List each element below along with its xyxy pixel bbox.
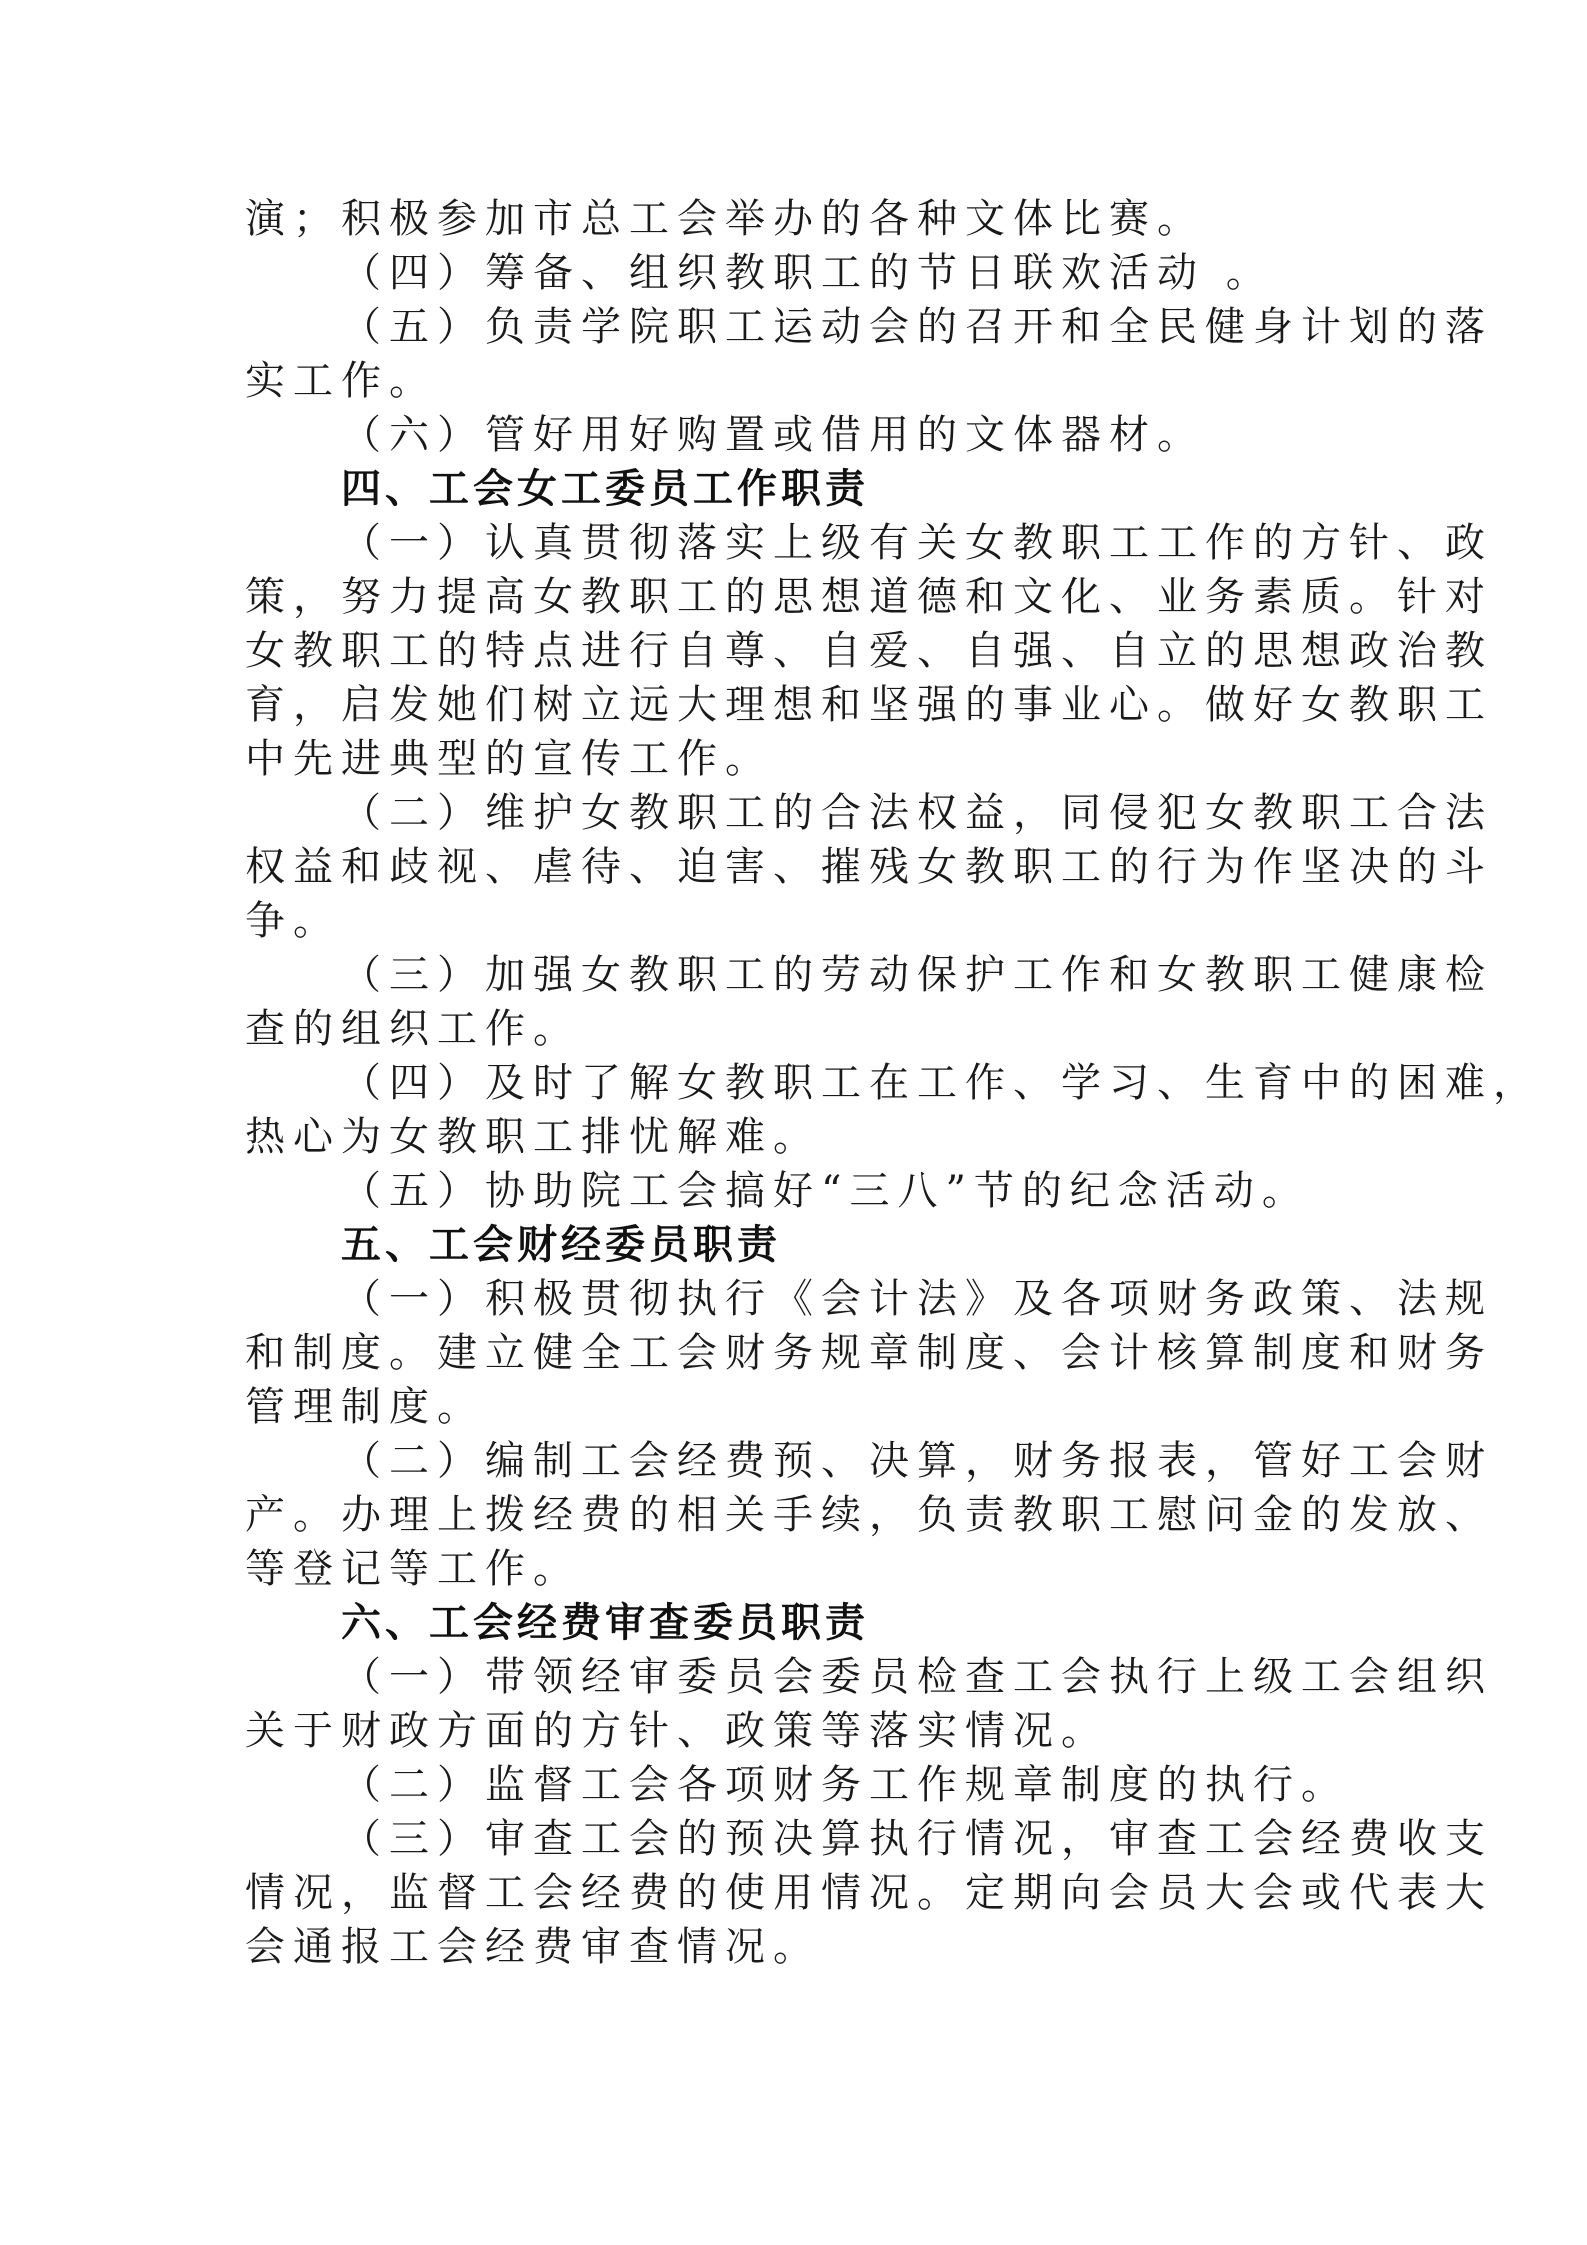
text-line: 争。 — [245, 898, 341, 944]
text-line: （二）监督工会各项财务工作规章制度的执行。 — [341, 1762, 1349, 1808]
text-line: （一）认真贯彻落实上级有关女教职工工作的方针、政 — [341, 520, 1493, 566]
text-line: （二）编制工会经费预、决算，财务报表，管好工会财 — [341, 1438, 1493, 1484]
text-line: （六）管好用好购置或借用的文体器材。 — [341, 412, 1205, 458]
text-line: （五）协助院工会搞好“三八”节的纪念活动。 — [341, 1168, 1310, 1214]
text-line: （一）带领经审委员会委员检查工会执行上级工会组织 — [341, 1654, 1493, 1700]
text-line: 关于财政方面的方针、政策等落实情况。 — [245, 1708, 1109, 1754]
text-line: 会通报工会经费审查情况。 — [245, 1924, 821, 1970]
text-line: 热心为女教职工排忧解难。 — [245, 1114, 821, 1160]
text-line: 产。办理上拨经费的相关手续，负责教职工慰问金的发放、 — [245, 1492, 1493, 1538]
text-line: 等登记等工作。 — [245, 1546, 581, 1592]
section-heading-finance-committee: 五、工会财经委员职责 — [341, 1222, 781, 1268]
text-line: 权益和歧视、虐待、迫害、摧残女教职工的行为作坚决的斗 — [245, 844, 1493, 890]
text-line: 女教职工的特点进行自尊、自爱、自强、自立的思想政治教 — [245, 628, 1493, 674]
section-heading-audit-committee: 六、工会经费审查委员职责 — [341, 1600, 869, 1646]
text-line: （二）维护女教职工的合法权益，同侵犯女教职工合法 — [341, 790, 1493, 836]
text-line: （五）负责学院职工运动会的召开和全民健身计划的落 — [341, 304, 1493, 350]
text-line: 管理制度。 — [245, 1384, 485, 1430]
text-line: 情况，监督工会经费的使用情况。定期向会员大会或代表大 — [245, 1870, 1493, 1916]
text-line: 演；积极参加市总工会举办的各种文体比赛。 — [245, 196, 1205, 242]
text-line: 和制度。建立健全工会财务规章制度、会计核算制度和财务 — [245, 1330, 1493, 1376]
text-line: 实工作。 — [245, 358, 437, 404]
text-line: （四）及时了解女教职工在工作、学习、生育中的困难， — [341, 1060, 1541, 1106]
text-line: （一）积极贯彻执行《会计法》及各项财务政策、法规 — [341, 1276, 1493, 1322]
document-page — [245, 192, 1541, 1974]
text-line: 育，启发她们树立远大理想和坚强的事业心。做好女教职工 — [245, 682, 1493, 728]
text-line: 中先进典型的宣传工作。 — [245, 736, 773, 782]
text-line: （三）加强女教职工的劳动保护工作和女教职工健康检 — [341, 952, 1493, 998]
section-heading-women-committee: 四、工会女工委员工作职责 — [341, 466, 869, 512]
text-line: 查的组织工作。 — [245, 1006, 581, 1052]
text-line: （四）筹备、组织教职工的节日联欢活动 。 — [341, 250, 1274, 296]
text-line: （三）审查工会的预决算执行情况，审查工会经费收支 — [341, 1816, 1493, 1862]
text-line: 策，努力提高女教职工的思想道德和文化、业务素质。针对 — [245, 574, 1493, 620]
